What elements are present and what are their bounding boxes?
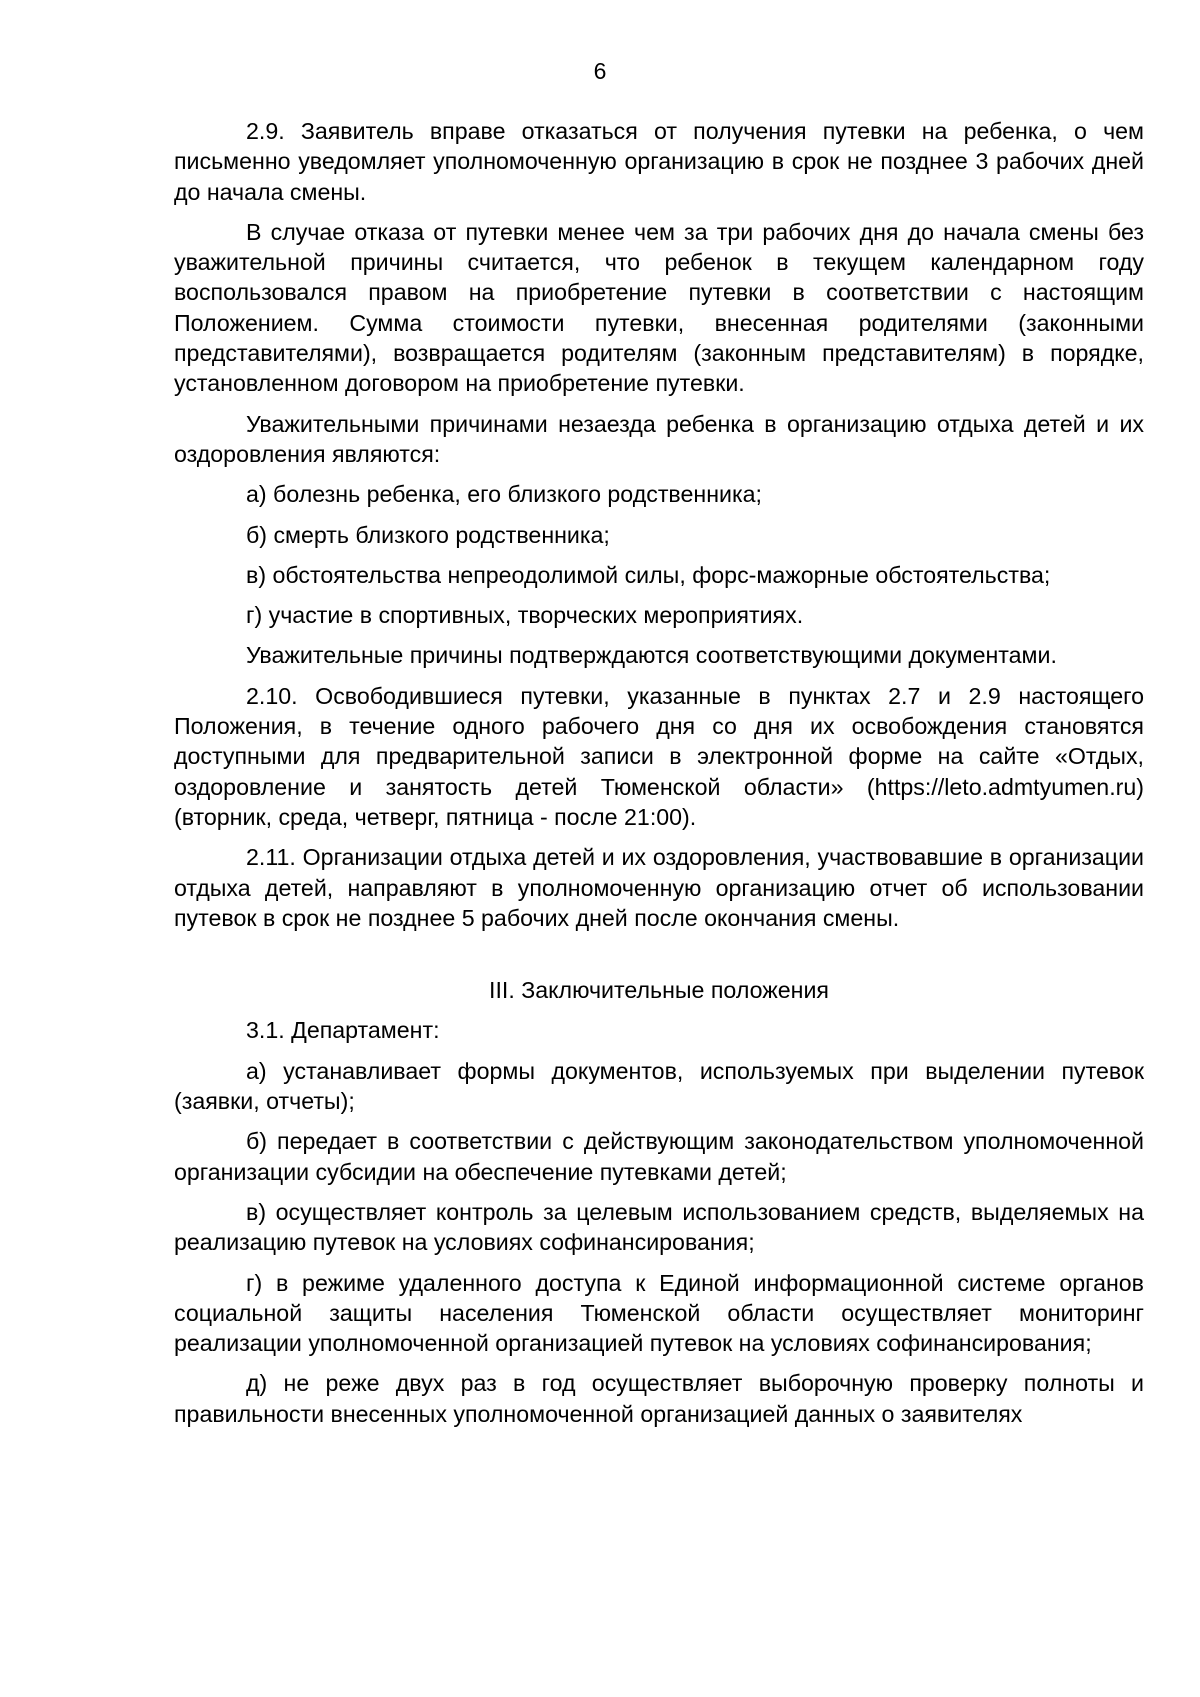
list-item-v: в) обстоятельства непреодолимой силы, форс-мажорные обстоятельства; (246, 561, 1051, 588)
list-item-g: г) участие в спортивных, творческих мероприятиях. (246, 602, 804, 629)
paragraph-valid-reasons: Уважительными причинами незаезда ребенка в организацию отдыха детей и их оздоровления являются: (174, 410, 1144, 467)
section-item-a: а) устанавливает формы документов, используемых при выделении путевок (заявки, отчеты); (174, 1057, 1144, 1115)
page-number: 6 (593, 58, 607, 84)
section-item-g: г) в режиме удаленного доступа к Единой информационной системе органов социальной защиты населения Тюменской области осуществляет мониторинг реализации уполномоченной организацией путевок на условиях софинансирования; (174, 1269, 1144, 1357)
list-item-b: б) смерть близкого родственника; (246, 521, 610, 548)
paragraph-2-11: 2.11. Организации отдыха детей и их оздоровления, участвовавшие в организации отдыха детей, направляют в уполномоченную организацию отчет об использовании путевок в срок не позднее 5 рабочих дней после окончания смены. (174, 844, 1144, 931)
section-item-v: в) осуществляет контроль за целевым использованием средств, выделяемых на реализацию путевок на условиях софинансирования; (174, 1198, 1144, 1256)
paragraph-refusal: В случае отказа от путевки менее чем за три рабочих дня до начала смены без уважительной причины считается, что ребенок в текущем календарном году воспользовался правом на приобретение путевки в соответствии с настоящим Положением. Сумма стоимости путевки, внесенная родителями (законными представителями), возвращается родителям (законным представителям) в порядке, установленном договором на приобретение путевки. (174, 218, 1144, 397)
document-body (174, 116, 1144, 1439)
paragraph-confirmation: Уважительные причины подтверждаются соответствующими документами. (246, 642, 1057, 669)
paragraph-2-9: 2.9. Заявитель вправе отказаться от получения путевки на ребенка, о чем письменно уведомляет уполномоченную организацию в срок не позднее 3 рабочих дней до начала смены. (174, 118, 1144, 205)
paragraph-3-1: 3.1. Департамент: (246, 1017, 440, 1044)
section-heading: III. Заключительные положения (489, 977, 829, 1004)
paragraph-2-10: 2.10. Освободившиеся путевки, указанные в пунктах 2.7 и 2.9 настоящего Положения, в течение одного рабочего дня со дня их освобождения становятся доступными для предварительной записи в электронной форме на сайте «Отдых, оздоровление и занятость детей Тюменской области» (https://leto.admtyumen.ru) (вторник, среда, четверг, пятница - после 21:00). (174, 682, 1144, 830)
section-item-d: д) не реже двух раз в год осуществляет выборочную проверку полноты и правильности внесенных уполномоченной организацией данных о заявителях (174, 1370, 1144, 1427)
section-item-b: б) передает в соответствии с действующим законодательством уполномоченной организации субсидии на обеспечение путевками детей; (174, 1128, 1144, 1185)
list-item-a: а) болезнь ребенка, его близкого родственника; (246, 481, 762, 508)
